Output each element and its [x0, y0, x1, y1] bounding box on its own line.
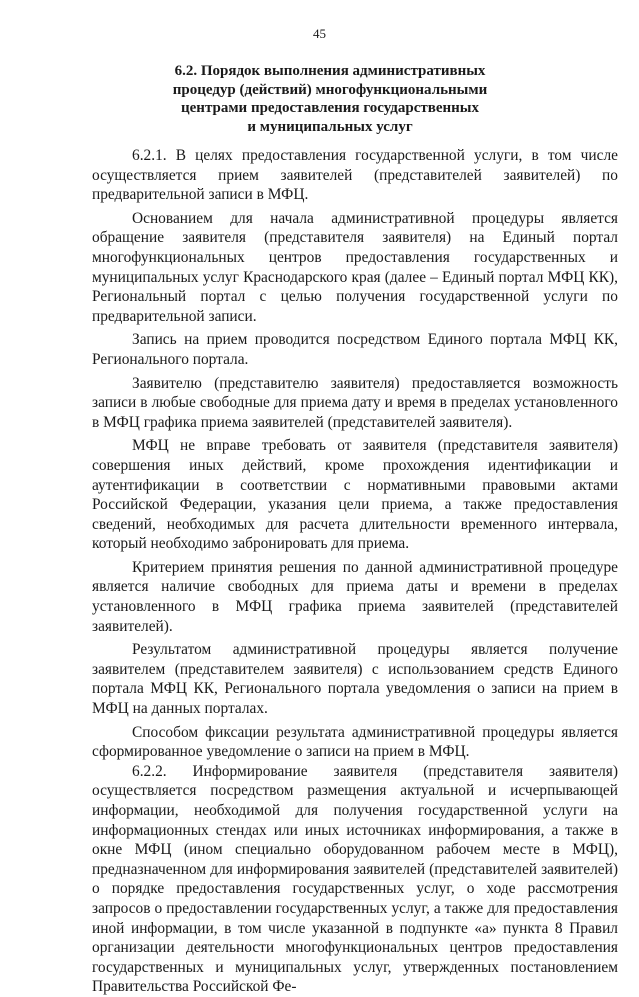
section-title-line: процедур (действий) многофункциональными [172, 81, 488, 98]
body-text [92, 146, 618, 997]
paragraph: Заявителю (представителю заявителя) предоставляется возможность записи в любые свободные для приема дату и время в пределах установленного в МФЦ графика приема заявителей (представителей заявителя). [92, 374, 618, 431]
section-title-line: центрами предоставления государственных [181, 100, 479, 116]
paragraph: Критерием принятия решения по данной административной процедуре является наличие свободных для приема даты и времени в пределах установленного в МФЦ графика приема заявителей (представителей заявителей). [92, 558, 618, 635]
page-number: 45 [313, 26, 326, 41]
paragraph: Способом фиксации результата административной процедуры является сформированное уведомление о записи на прием в МФЦ. [92, 723, 618, 761]
paragraph: 6.2.2. Информирование заявителя (представителя заявителя) осуществляется посредством размещения актуальной и исчерпывающей информации, необходимой для получения государственной услуги на информационных стендах или иных источниках информирования, а также в окне МФЦ (ином специально оборудованном рабочем месте в МФЦ), предназначенном для информирования заявителей (представителей заявителей) о порядке предоставления государственных услуг, о ходе рассмотрения запросов о предоставлении государственных услуг, а также для предоставления иной информации, в том числе указанной в подпункте «а» пункта 8 Правил организации деятельности многофункциональных центров предоставления государственных и муниципальных услуг, утвержденных постановлением Правительства Российской Фе- [92, 762, 618, 996]
section-title-line: 6.2. Порядок выполнения административных [174, 63, 486, 79]
section-title [150, 62, 510, 136]
section-title-line: и муниципальных услуг [247, 118, 413, 135]
paragraph: Запись на прием проводится посредством Единого портала МФЦ КК, Регионального портала. [92, 331, 618, 368]
paragraph: 6.2.1. В целях предоставления государственной услуги, в том числе осуществляется прием заявителей (представителей заявителей) по предварительной записи в МФЦ. [92, 147, 618, 204]
paragraph: Основанием для начала административной процедуры является обращение заявителя (представителя заявителя) на Единый портал многофункциональных центров предоставления государственных и муниципальных услуг Краснодарского края (далее – Единый портал МФЦ КК), Региональный портал с целью получения государственной услуги по предварительной записи. [92, 209, 618, 325]
paragraph: Результатом административной процедуры является получение заявителем (представителем заявителя) с использованием средств Единого портала МФЦ КК, Регионального портала уведомления о записи на прием в МФЦ на данных порталах. [92, 641, 618, 718]
paragraph: МФЦ не вправе требовать от заявителя (представителя заявителя) совершения иных действий, кроме прохождения идентификации и аутентификации в соответствии с нормативными правовыми актами Российской Федерации, указания цели приема, а также предоставления сведений, необходимых для расчета длительности временного интервала, который необходимо забронировать для приема. [92, 437, 618, 553]
